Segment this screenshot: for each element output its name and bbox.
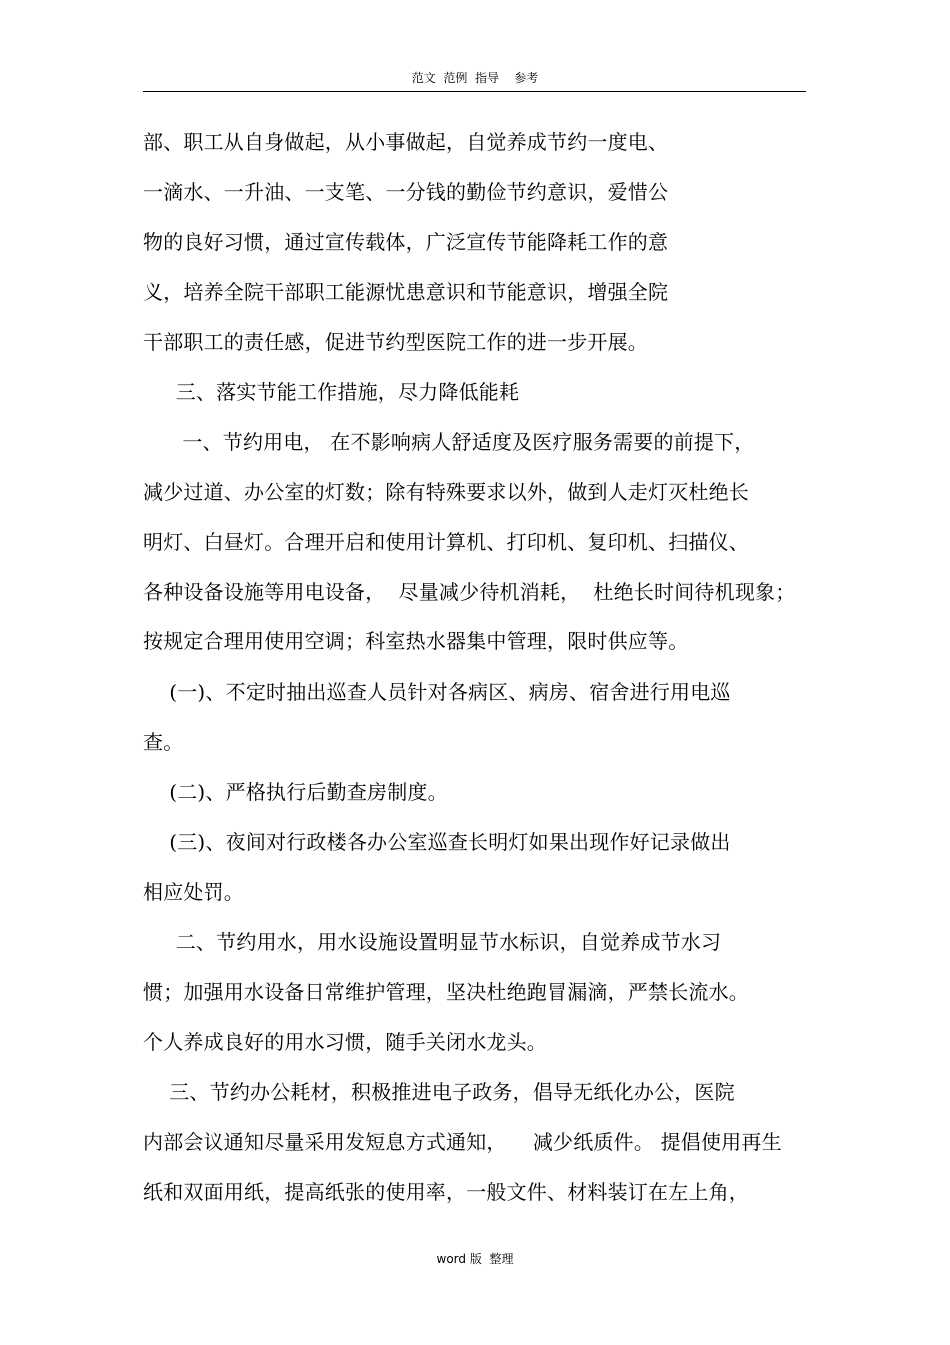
body-line: 惯；加强用水设备日常维护管理，坚决杜绝跑冒漏滴，严禁长流水。 [143, 980, 749, 1004]
body-line: 义，培养全院干部职工能源忧患意识和节能意识，增强全院 [143, 280, 669, 304]
body-line: 按规定合理用使用空调；科室热水器集中管理，限时供应等。 [143, 629, 689, 653]
body-line: 一、节约用电， 在不影响病人舒适度及医疗服务需要的前提下， [143, 430, 755, 454]
body-line: 减少过道、办公室的灯数；除有特殊要求以外，做到人走灯灭杜绝长 [143, 480, 749, 504]
body-line: 内部会议通知尽量采用发短息方式通知， 减少纸质件。 提倡使用再生 [143, 1130, 782, 1154]
body-line: (一)、不定时抽出巡查人员针对各病区、病房、宿舍进行用电巡 [143, 680, 731, 704]
section-heading: 三、落实节能工作措施，尽力降低能耗 [143, 380, 520, 404]
body-line: 查。 [143, 730, 184, 754]
body-line: 个人养成良好的用水习惯，随手关闭水龙头。 [143, 1030, 547, 1054]
page-header: 范文 范例 指导 参考 [411, 71, 539, 85]
body-line: 一滴水、一升油、一支笔、一分钱的勤俭节约意识，爱惜公 [143, 180, 669, 204]
body-line: 物的良好习惯，通过宣传载体，广泛宣传节能降耗工作的意 [143, 230, 669, 254]
body-line: 纸和双面用纸，提高纸张的使用率，一般文件、材料装订在左上角， [143, 1180, 749, 1204]
body-line: 干部职工的责任感，促进节约型医院工作的进一步开展。 [143, 330, 648, 354]
body-line: 明灯、白昼灯。合理开启和使用计算机、打印机、复印机、扫描仪、 [143, 530, 749, 554]
body-line: 二、节约用水，用水设施设置明显节水标识，自觉养成节水习 [143, 930, 722, 954]
body-line: 各种设备设施等用电设备， 尽量减少待机消耗， 杜绝长时间待机现象； [143, 580, 796, 604]
body-line: (二)、严格执行后勤查房制度。 [143, 780, 448, 804]
body-line: 部、职工从自身做起，从小事做起，自觉养成节约一度电、 [143, 130, 669, 154]
body-line: 三、节约办公耗材，积极推进电子政务，倡导无纸化办公，医院 [143, 1080, 735, 1104]
header-divider [143, 91, 806, 92]
page-footer: word 版 整理 [436, 1252, 514, 1266]
body-line: (三)、夜间对行政楼各办公室巡查长明灯如果出现作好记录做出 [143, 830, 731, 854]
body-line: 相应处罚。 [143, 880, 244, 904]
